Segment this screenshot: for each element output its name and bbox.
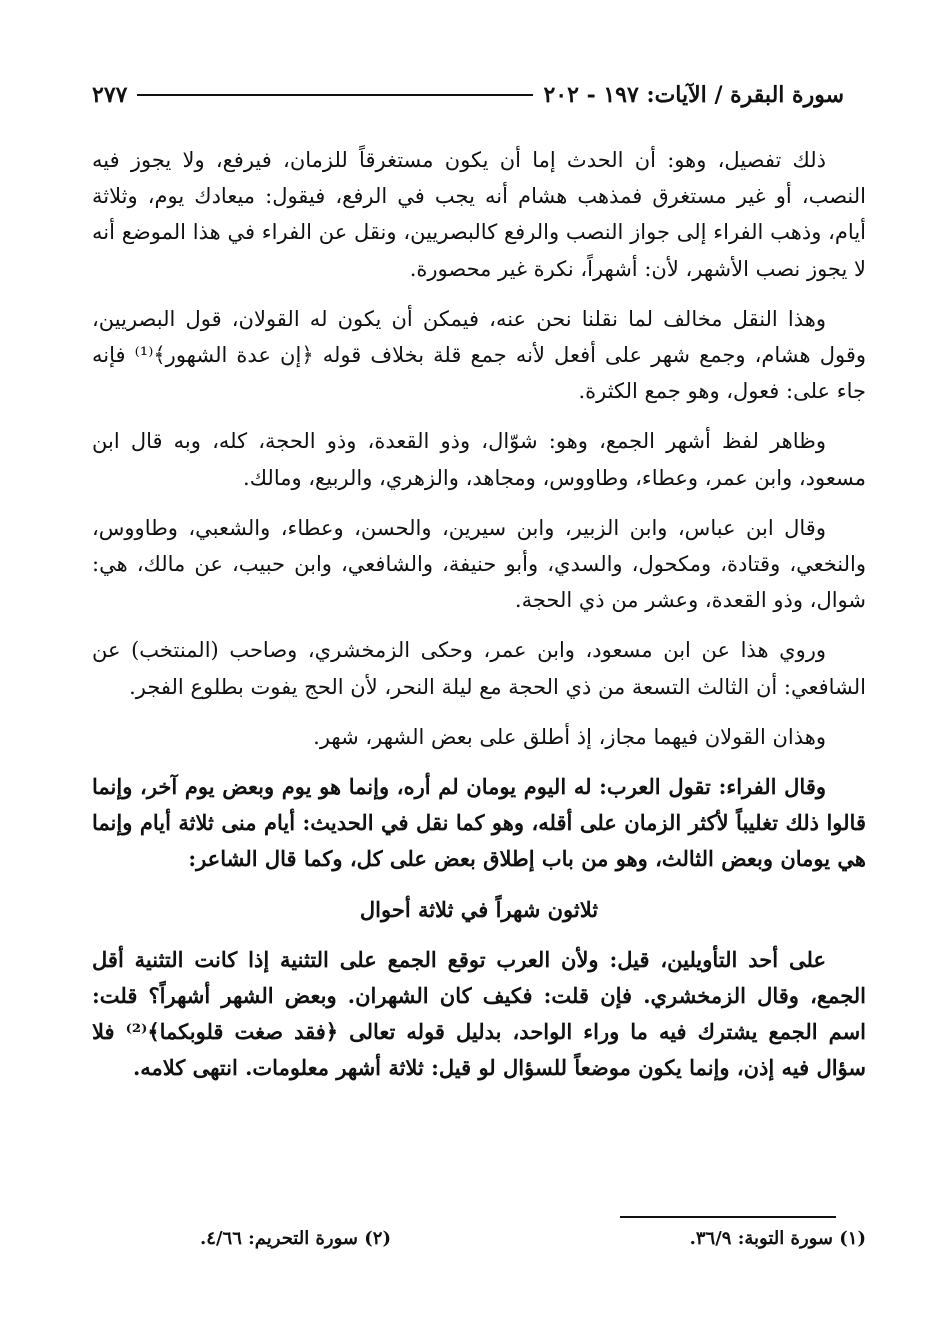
footnotes — [200, 1228, 866, 1249]
paragraph: وظاهر لفظ أشهر الجمع، وهو: شوّال، وذو القعدة، وذو الحجة، كله، وبه قال ابن مسعود، وابن عمر، وعطاء، وطاووس، ومجاهد، والزهري، والربيع، ومالك. — [92, 429, 866, 490]
footnote-rule — [620, 1216, 836, 1218]
footnote-1: (١) سورة التوبة: ٣٦/٩. — [689, 1228, 866, 1249]
poetry-verse: ثلاثون شهراً في ثلاثة أحوال — [359, 896, 599, 922]
header-title: سورة البقرة / الآيات: ١٩٧ - ٢٠٢ — [543, 82, 844, 108]
paragraph: ذلك تفصيل، وهو: أن الحدث إما أن يكون مستغرقاً للزمان، فيرفع، ولا يجوز فيه النصب، أو غير مستغرق فمذهب هشام أنه يجب في الرفع، فيقول: ميعادك يوم، وثلاثة أيام، وذهب الفراء إلى جواز النصب والرفع كالبصريين، ونقل عن الفراء في هذا الموضع أنه لا يجوز نصب الأشهر، لأن: أشهراً، نكرة غير محصورة. — [92, 148, 866, 281]
running-header — [92, 78, 844, 112]
paragraph: وقال ابن عباس، وابن الزبير، وابن سيرين، والحسن، وعطاء، والشعبي، وطاووس، والنخعي، وقتادة، ومكحول، والسدي، وأبو حنيفة، والشافعي، وابن حبيب، عن مالك، هي: شوال، وذو القعدة، وعشر من ذي الحجة. — [92, 515, 866, 613]
footnote-2: (٢) سورة التحريم: ٤/٦٦. — [200, 1228, 391, 1249]
page-number: ٢٧٧ — [92, 82, 128, 108]
paragraph: وهذان القولان فيهما مجاز، إذ أطلق على بعض الشهر، شهر. — [313, 724, 826, 749]
paragraph: وهذا النقل مخالف لما نقلنا نحن عنه، فيمكن أن يكون له القولان، قول البصريين، وقول هشام، وجمع شهر على أفعل لأنه جمع قلة بخلاف قوله ﴿إن عدة الشهور﴾⁽¹⁾ فإنه جاء على: فعول، وهو جمع الكثرة. — [92, 306, 866, 404]
paragraph: على أحد التأويلين، قيل: ولأن العرب توقع الجمع على التثنية إذا كانت التثنية أقل الجمع، وقال الزمخشري. فإن قلت: فكيف كان الشهران. وبعض الشهر أشهراً؟ قلت: اسم الجمع يشترك فيه ما وراء الواحد، بدليل قوله تعالى ﴿فقد صغت قلوبكما﴾⁽²⁾ فلا سؤال فيه إذن، وإنما يكون موضعاً للسؤال لو قيل: ثلاثة أشهر معلومات. انتهى كلامه. — [92, 946, 866, 1081]
paragraph: وقال الفراء: تقول العرب: له اليوم يومان لم أره، وإنما هو يوم وبعض يوم آخر، وإنما قالوا ذلك تغليباً لأكثر الزمان على أقله، وهو كما نقل في الحديث: أيام منى ثلاثة أيام وإنما هي يومان وبعض الثالث، وهو من باب إطلاق بعض على كل، وكما قال الشاعر: — [92, 774, 866, 872]
paragraph: وروي هذا عن ابن مسعود، وابن عمر، وحكى الزمخشري، وصاحب (المنتخب) عن الشافعي: أن الثالث التسعة من ذي الحجة مع ليلة النحر، لأن الحج يفوت بطلوع الفجر. — [92, 638, 866, 699]
header-rule — [137, 94, 533, 96]
body-text — [92, 142, 866, 1101]
